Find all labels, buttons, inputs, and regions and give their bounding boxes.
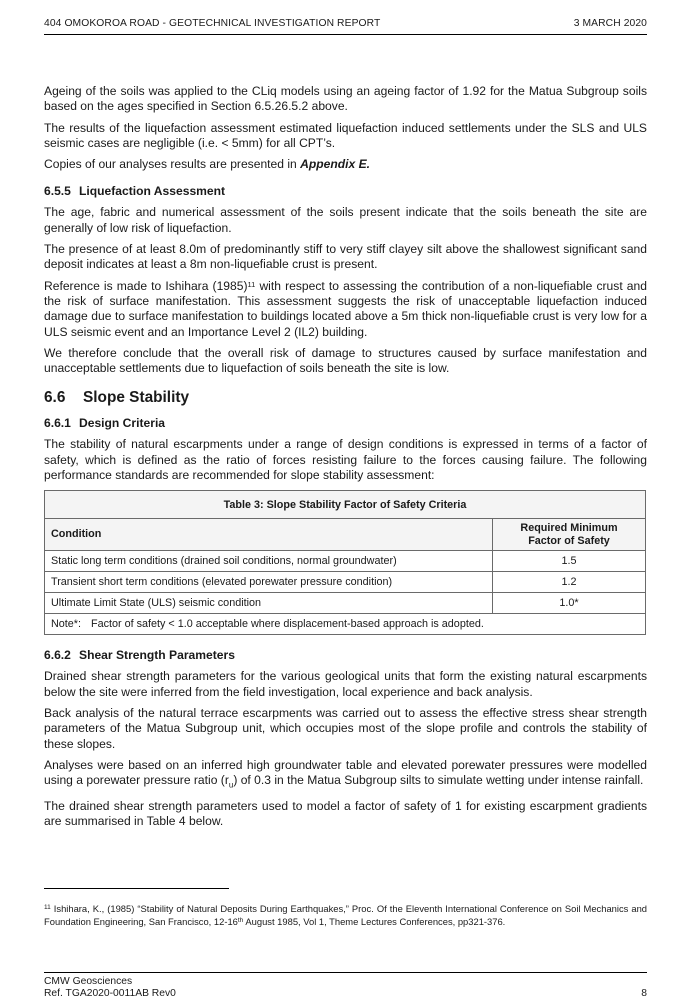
report-date: 3 MARCH 2020 bbox=[573, 18, 647, 29]
paragraph: The presence of at least 8.0m of predominantly stiff to very stiff clayey silt above the shallowest significant sand deposit indicates at least a 8m non-liquefiable crust is present. bbox=[44, 242, 647, 272]
footnote-text: August 1985, Vol 1, Theme Lectures Conferences, pp321-376. bbox=[243, 915, 506, 927]
paragraph: The stability of natural escarpments under a range of design conditions is expressed in terms of a factor of safety, which is defined as the ratio of forces resisting failure to the forces causing failure. The following performance standards are recommended for slope stability assessment: bbox=[44, 437, 647, 483]
condition-cell: Static long term conditions (drained soil conditions, normal groundwater) bbox=[45, 551, 493, 572]
paragraph-text: Copies of our analyses results are presented in bbox=[44, 157, 301, 172]
document-reference: Ref. TGA2020-0011AB Rev0 bbox=[44, 988, 176, 999]
table-row bbox=[45, 593, 646, 614]
table-note bbox=[45, 614, 646, 635]
section-title: Shear Strength Parameters bbox=[79, 648, 235, 663]
section-title: Design Criteria bbox=[79, 416, 166, 431]
company-name: CMW Geosciences bbox=[44, 976, 133, 987]
section-heading-6-6 bbox=[44, 389, 647, 407]
paragraph-text: Analyses were based on an inferred high groundwater table and elevated porewater pressures were modelled using a porewater pressure ratio (r bbox=[44, 757, 647, 788]
fos-cell: 1.0* bbox=[493, 593, 646, 614]
section-number: 6.6.1 bbox=[44, 416, 71, 431]
paragraph-text: ) of 0.3 in the Matua Subgroup silts to simulate wetting under intense rainfall. bbox=[233, 773, 644, 788]
table-row bbox=[45, 572, 646, 593]
paragraph: The drained shear strength parameters used to model a factor of safety of 1 for existing escarpment gradients are summarised in Table 4 below. bbox=[44, 798, 647, 829]
section-title: Liquefaction Assessment bbox=[79, 184, 226, 199]
footnote-rule bbox=[44, 888, 229, 889]
section-title: Slope Stability bbox=[83, 389, 190, 407]
page-header bbox=[44, 18, 647, 32]
factor-of-safety-table bbox=[44, 490, 646, 635]
table-note-row bbox=[45, 614, 646, 635]
report-title: 404 OMOKOROA ROAD - GEOTECHNICAL INVESTIGATION REPORT bbox=[44, 18, 381, 29]
footnote-marker: 11 bbox=[247, 279, 256, 289]
note-label: Note*: bbox=[51, 618, 82, 631]
note-text: Factor of safety < 1.0 acceptable where displacement-based approach is adopted. bbox=[91, 618, 484, 631]
condition-cell: Ultimate Limit State (ULS) seismic condition bbox=[45, 593, 493, 614]
paragraph-text: with respect to assessing the contribution of a non-liquefiable crust and the risk of surface manifestation. This assessment suggests the risk of unacceptable liquefaction induced damage due to surface manifestation to buildings located above a 5m thick non-liquefiable crust is very low for a ULS seismic event and an Importance Level 2 (IL2) building. bbox=[44, 278, 647, 339]
superscript: th bbox=[237, 916, 244, 924]
condition-cell: Transient short term conditions (elevated porewater pressure condition) bbox=[45, 572, 493, 593]
section-heading-6-6-1 bbox=[44, 416, 647, 431]
footnote bbox=[44, 903, 647, 928]
paragraph: We therefore conclude that the overall risk of damage to structures caused by surface manifestation and unacceptable settlements due to liquefaction of soils beneath the site is low. bbox=[44, 345, 647, 376]
footnote-text: Ishihara, K., (1985) “Stability of Natural Deposits During Earthquakes,” Proc. Of the Eleventh International Conference on Soil Mechanics and Foundation Engineering, San Francisco, 12-16 bbox=[44, 903, 647, 927]
paragraph bbox=[44, 157, 647, 172]
header-line: Required Minimum bbox=[520, 521, 618, 534]
paragraph: The results of the liquefaction assessment estimated liquefaction induced settlements under the SLS and ULS seismic cases are negligible (i.e. < 5mm) for all CPT’s. bbox=[44, 120, 647, 150]
paragraph: Back analysis of the natural terrace escarpments was carried out to assess the effective stress shear strength parameters of the Matua Subgroup unit, which occupies most of the slope profile and controls the stability of these slopes. bbox=[44, 705, 647, 751]
table-title: Table 3: Slope Stability Factor of Safety Criteria bbox=[45, 491, 646, 519]
section-number: 6.6.2 bbox=[44, 648, 71, 663]
appendix-reference: Appendix E. bbox=[300, 157, 371, 172]
section-heading-6-6-2 bbox=[44, 648, 647, 663]
page-body bbox=[44, 84, 647, 835]
footer-rule bbox=[44, 972, 647, 973]
table-row bbox=[45, 551, 646, 572]
paragraph-text: Reference is made to Ishihara (1985) bbox=[44, 278, 248, 293]
paragraph: The age, fabric and numerical assessment of the soils present indicate that the soils beneath the site are generally of low risk of liquefaction. bbox=[44, 205, 647, 235]
fos-cell: 1.5 bbox=[493, 551, 646, 572]
paragraph bbox=[44, 279, 647, 340]
paragraph bbox=[44, 758, 647, 793]
section-number: 6.6 bbox=[44, 389, 66, 407]
page-footer bbox=[44, 976, 647, 1000]
section-heading-6-5-5 bbox=[44, 184, 647, 199]
header-rule bbox=[44, 34, 647, 35]
page-number: 8 bbox=[641, 988, 647, 999]
footnote-number: 11 bbox=[44, 904, 51, 911]
fos-cell: 1.2 bbox=[493, 572, 646, 593]
column-header-condition: Condition bbox=[45, 519, 493, 551]
header-line: Factor of Safety bbox=[528, 534, 610, 547]
section-number: 6.5.5 bbox=[44, 184, 71, 199]
paragraph: Ageing of the soils was applied to the CLiq models using an ageing factor of 1.92 for the Matua Subgroup soils based on the ages specified in Section 6.5.26.5.2 above. bbox=[44, 84, 647, 114]
column-header-fos bbox=[493, 519, 646, 551]
subscript: u bbox=[228, 780, 234, 790]
paragraph: Drained shear strength parameters for the various geological units that form the existing natural escarpments below the site were inferred from the field investigation, local experience and back analysis. bbox=[44, 669, 647, 699]
